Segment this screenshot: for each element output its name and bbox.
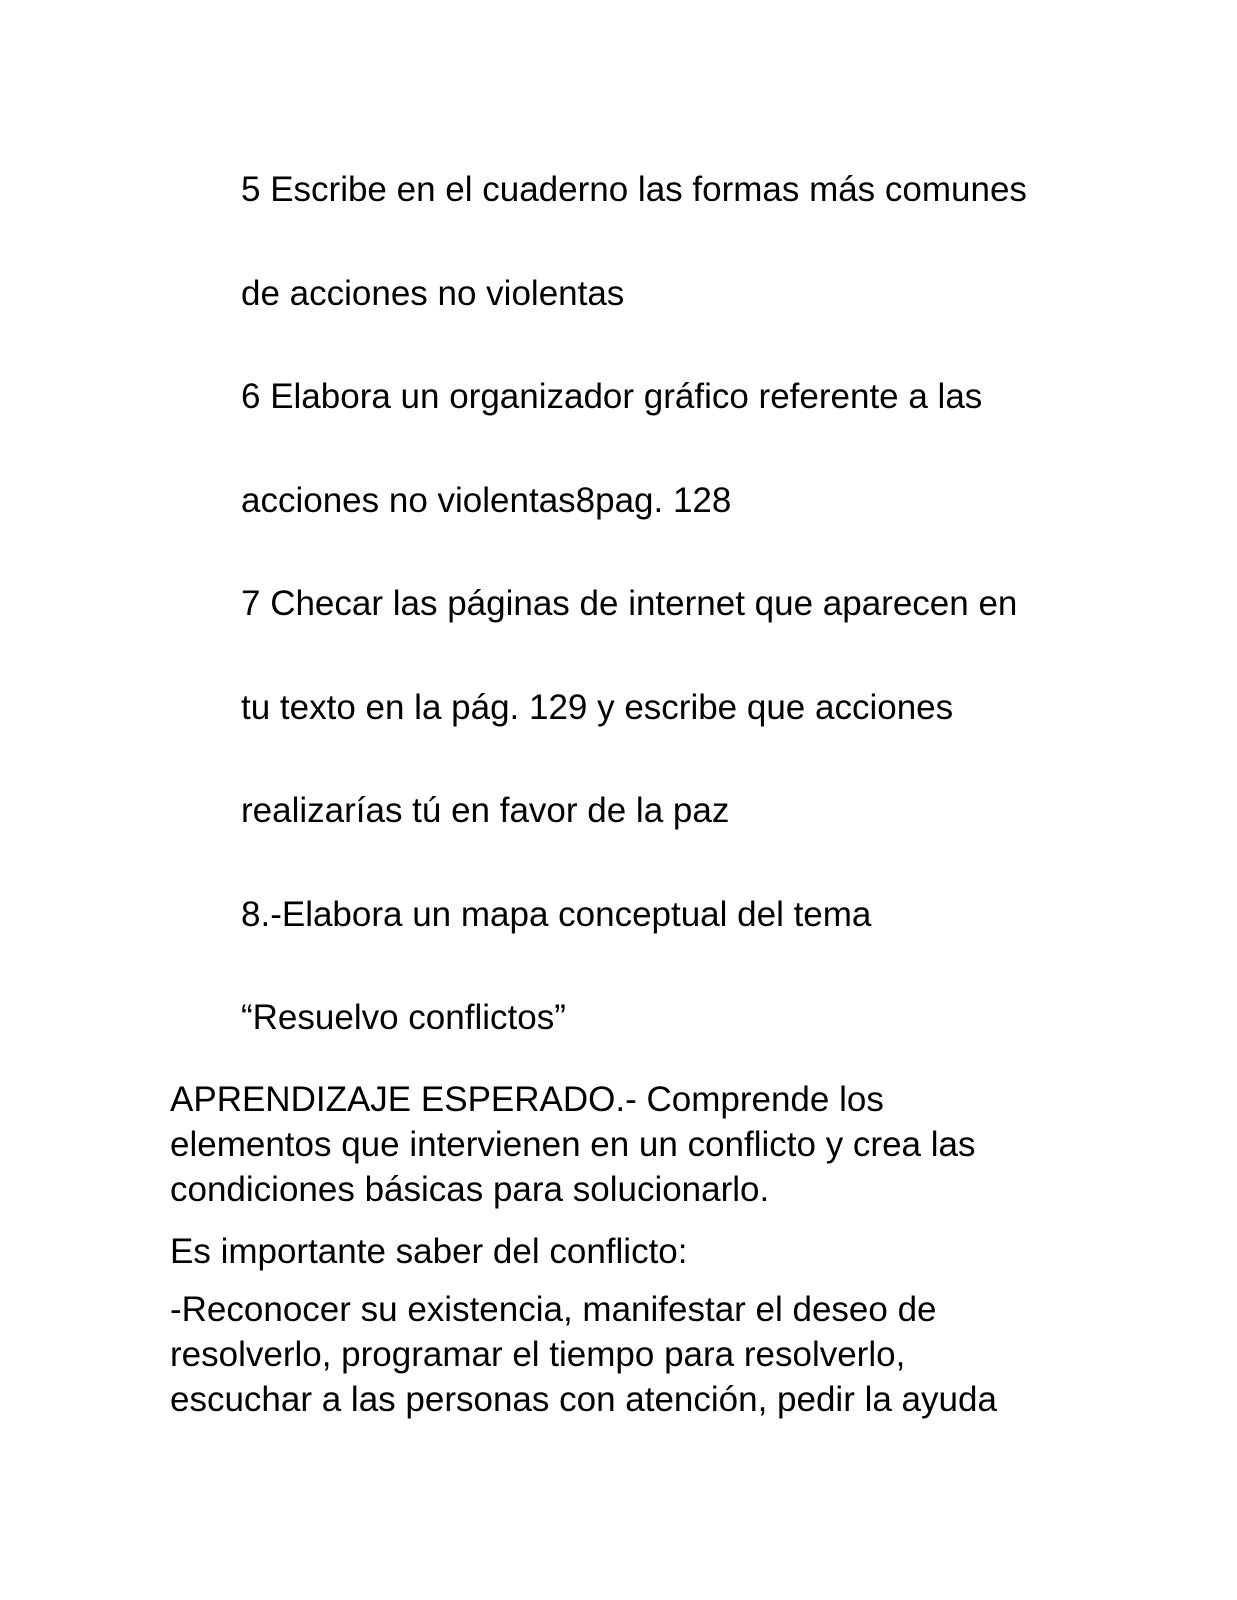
task-line: de acciones no violentas: [241, 273, 625, 313]
paragraph-line: elementos que intervienen en un conflicto y crea las: [170, 1125, 976, 1164]
paragraph-line: -Reconocer su existencia, manifestar el deseo de: [170, 1290, 937, 1329]
task-line: tu texto en la pág. 129 y escribe que acciones: [241, 687, 954, 727]
paragraph-line: APRENDIZAJE ESPERADO.- Comprende los: [170, 1080, 884, 1119]
importante-paragraph: Es importante saber del conflicto:: [170, 1232, 688, 1271]
task-line: acciones no violentas8pag. 128: [241, 480, 732, 520]
task-line: 5 Escribe en el cuaderno las formas más comunes: [241, 170, 1027, 209]
task-list: [241, 138, 1027, 1070]
aprendizaje-esperado-paragraph: [170, 1077, 1070, 1212]
paragraph-line: condiciones básicas para solucionarlo.: [170, 1170, 770, 1209]
task-line: realizarías tú en favor de la paz: [241, 791, 730, 830]
reconocer-paragraph: [170, 1287, 1070, 1422]
paragraph-line: escuchar a las personas con atención, pedir la ayuda: [170, 1380, 997, 1419]
task-line: “Resuelvo conflictos”: [241, 998, 566, 1037]
task-line: 6 Elabora un organizador gráfico referente a las: [241, 377, 983, 416]
task-line: 8.-Elabora un mapa conceptual del tema: [241, 894, 872, 934]
paragraph-line: resolverlo, programar el tiempo para resolverlo,: [170, 1335, 906, 1374]
task-line: 7 Checar las páginas de internet que aparecen en: [241, 584, 1018, 623]
